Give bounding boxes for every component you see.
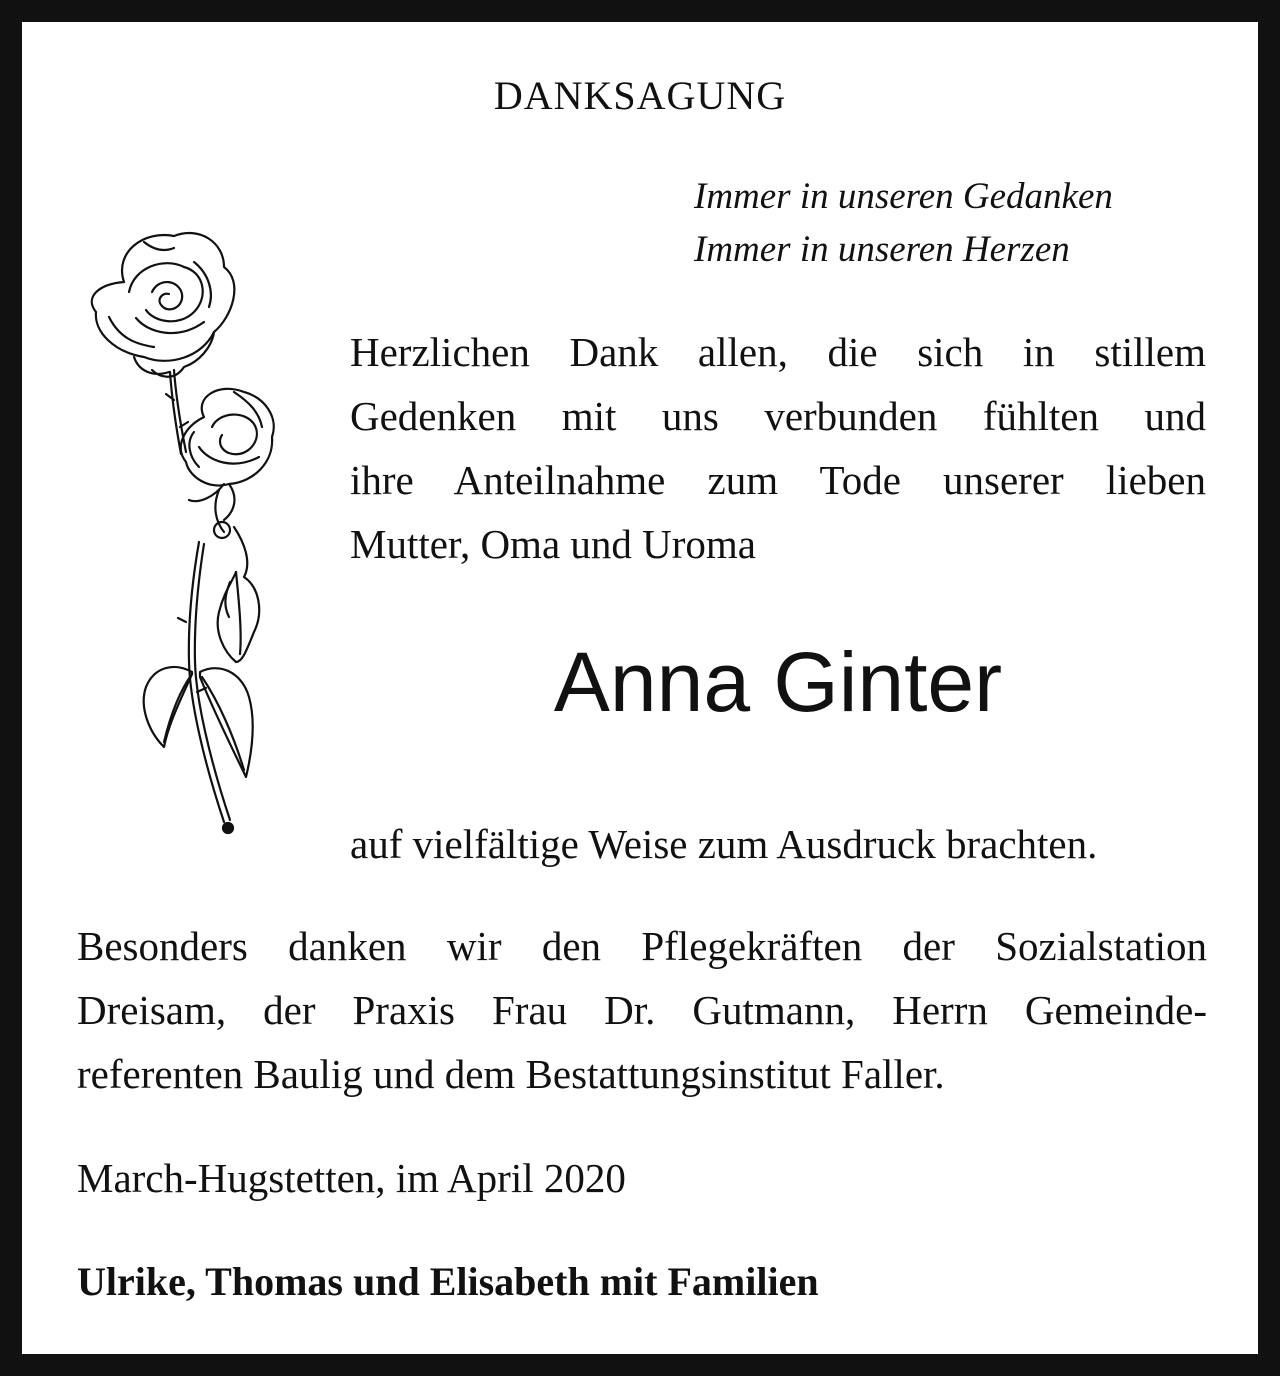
rose-icon <box>74 222 314 862</box>
intro-line-3: ihre Anteilnahme zum Tode unserer lieben <box>350 457 1206 503</box>
obituary-card <box>22 22 1258 1354</box>
motto-line-2: Immer in unseren Herzen <box>694 229 1070 270</box>
special-thanks-line-2: Dreisam, der Praxis Frau Dr. Gutmann, Herrn Gemeinde- <box>77 987 1207 1033</box>
intro-paragraph <box>350 320 1206 576</box>
intro-line-1: Herzlichen Dank allen, die sich in stillem <box>350 329 1206 375</box>
motto-line-1: Immer in unseren Gedanken <box>694 176 1113 217</box>
notice-heading: DANKSAGUNG <box>493 73 787 118</box>
outro-line: auf vielfältige Weise zum Ausdruck brachten. <box>350 821 1098 867</box>
special-thanks-paragraph <box>77 914 1207 1106</box>
motto <box>694 170 1234 276</box>
deceased-name: Anna Ginter <box>553 635 1003 729</box>
place-date: March-Hugstetten, im April 2020 <box>77 1155 626 1201</box>
signature: Ulrike, Thomas und Elisabeth mit Familien <box>77 1259 819 1304</box>
intro-line-2: Gedenken mit uns verbunden fühlten und <box>350 393 1206 439</box>
special-thanks-line-1: Besonders danken wir den Pflegekräften der Sozialstation <box>77 923 1207 969</box>
intro-line-4: Mutter, Oma und Uroma <box>350 521 756 567</box>
special-thanks-line-3: referenten Baulig und dem Bestattungsinstitut Faller. <box>77 1051 945 1097</box>
